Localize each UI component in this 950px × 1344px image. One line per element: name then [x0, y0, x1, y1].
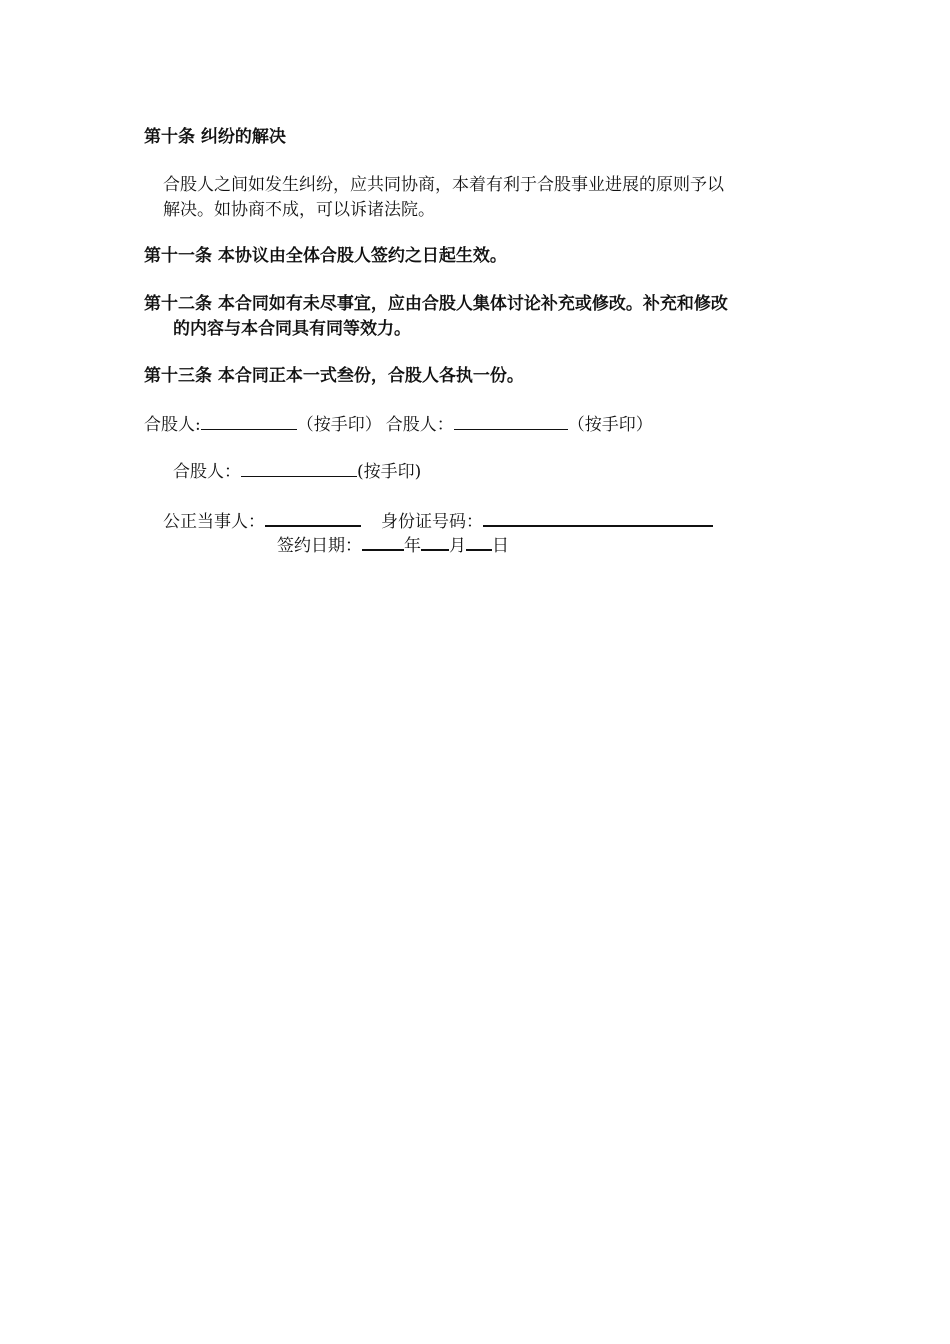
partner-label-1: 合股人: [144, 415, 201, 435]
partner-signature-blank-1[interactable] [201, 411, 297, 430]
article-10-heading: 第十条 纠纷的解决 [144, 127, 286, 147]
notary-label: 公正当事人： [163, 512, 265, 532]
day-label: 日 [492, 536, 509, 556]
notary-row [163, 507, 713, 534]
id-number-label: 身份证号码： [381, 512, 483, 532]
year-blank[interactable] [362, 531, 404, 551]
partner-label-3: 合股人： [173, 462, 241, 482]
article-10-body-line2: 解决。如协商不成，可以诉诸法院。 [163, 200, 435, 220]
article-12-line1: 第十二条 本合同如有未尽事宜，应由合股人集体讨论补充或修改。补充和修改 [144, 294, 728, 314]
signature-row-2 [173, 458, 421, 484]
partner-signature-blank-2[interactable] [454, 411, 568, 430]
article-13: 第十三条 本合同正本一式叁份，合股人各执一份。 [144, 366, 524, 386]
article-11: 第十一条 本协议由全体合股人签约之日起生效。 [144, 246, 507, 266]
signature-row-1 [144, 411, 653, 437]
signing-date-row [277, 531, 509, 558]
fingerprint-note-1: （按手印） [296, 415, 382, 435]
partner-signature-blank-3[interactable] [241, 458, 357, 477]
notary-signature-blank[interactable] [265, 507, 361, 527]
year-label: 年 [404, 536, 421, 556]
month-label: 月 [449, 536, 466, 556]
partner-label-2: 合股人： [385, 415, 454, 435]
month-blank[interactable] [421, 531, 449, 551]
article-10-body-line1: 合股人之间如发生纠纷，应共同协商，本着有利于合股事业进展的原则予以 [163, 175, 724, 195]
signing-date-label: 签约日期： [277, 536, 362, 556]
article-12-line2: 的内容与本合同具有同等效力。 [173, 319, 411, 339]
day-blank[interactable] [466, 531, 492, 551]
fingerprint-note-3: (按手印) [357, 462, 422, 482]
id-number-blank[interactable] [483, 507, 713, 527]
fingerprint-note-2: （按手印） [567, 415, 653, 435]
